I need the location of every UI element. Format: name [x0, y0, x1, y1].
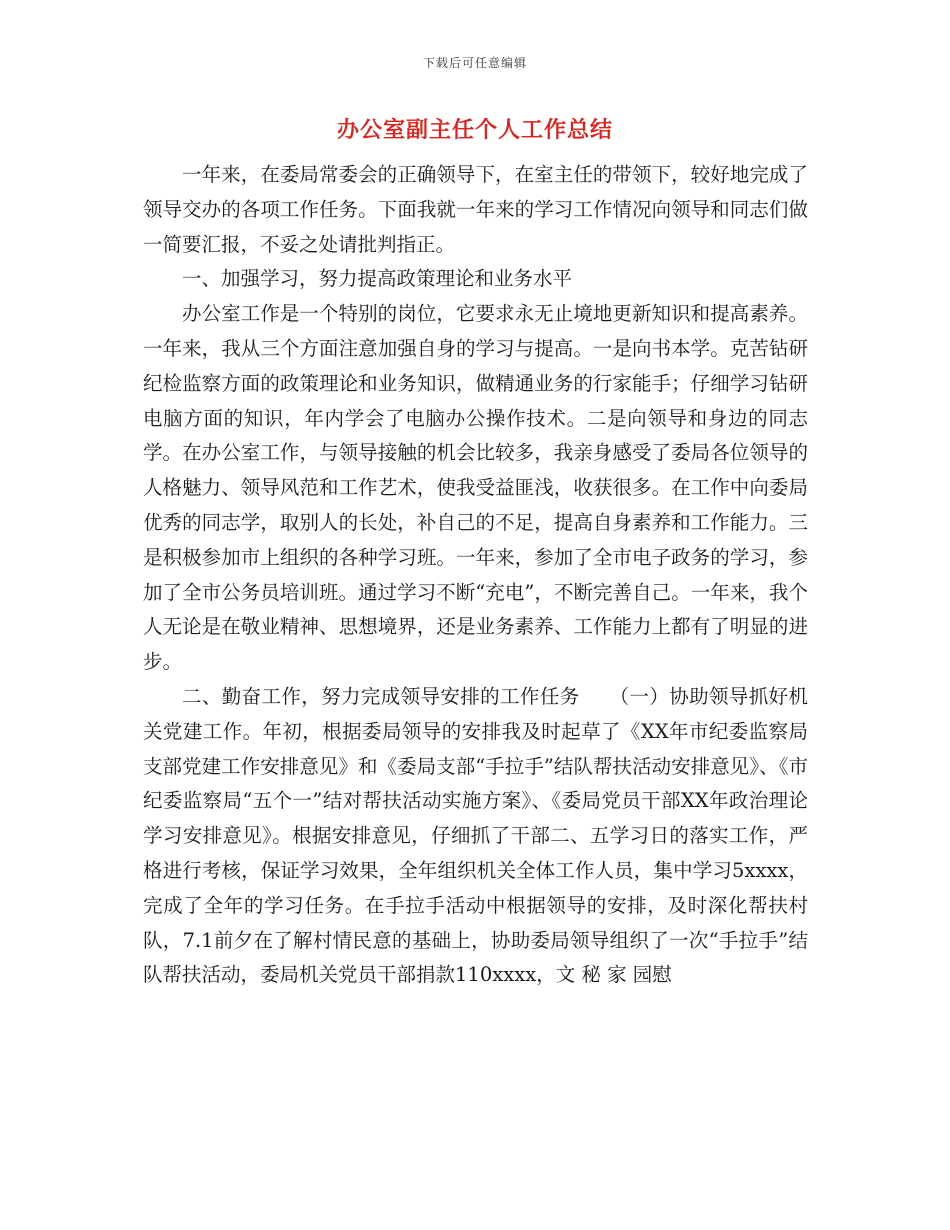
paragraph-study: 办公室工作是一个特别的岗位，它要求永无止境地更新知识和提高素养。一年来，我从三个方面注意加强自身的学习与提高。一是向书本学。克苦钻研纪检监察方面的政策理论和业务知识，做精通业务的行家能手；仔细学习钻研电脑方面的知识，年内学会了电脑办公操作技术。二是向领导和身边的同志学。在办公室工作，与领导接触的机会比较多，我亲身感受了委局各位领导的人格魅力、领导风范和工作艺术，使我受益匪浅，收获很多。在工作中向委局优秀的同志学，取别人的长处，补自己的不足，提高自身素养和工作能力。三是积极参加市上组织的各种学习班。一年来，参加了全市电子政务的学习，参加了全市公务员培训班。通过学习不断“充电”，不断完善自己。一年来，我个人无论是在敬业精神、思想境界，还是业务素养、工作能力上都有了明显的进步。: [143, 302, 808, 674]
document-title: 办公室副主任个人工作总结: [336, 118, 613, 143]
paragraph-intro: 一年来，在委局常委会的正确领导下，在室主任的带领下，较好地完成了领导交办的各项工作任务。下面我就一年来的学习工作情况向领导和同志们做一简要汇报，不妥之处请批判指正。: [143, 163, 808, 256]
paragraph-work: 二、勤奋工作，努力完成领导安排的工作任务 （一）协助领导抓好机关党建工作。年初，根据委局领导的安排我及时起草了《XX年市纪委监察局支部党建工作安排意见》和《委局支部“手拉手”结队帮扶活动安排意见》、《市纪委监察局“五个一”结对帮扶活动实施方案》、《委局党员干部XX年政治理论学习安排意见》。根据安排意见，仔细抓了干部二、五学习日的落实工作，严格进行考核，保证学习效果，全年组织机关全体工作人员，集中学习5xxxx，完成了全年的学习任务。在手拉手活动中根据领导的安排，及时深化帮扶村队，7.1前夕在了解村情民意的基础上，协助委局领导组织了一次“手拉手”结队帮扶活动，委局机关党员干部捐款110xxxx，文 秘 家 园慰: [143, 684, 809, 987]
header-note: 下载后可任意编辑: [422, 56, 527, 70]
section-heading-1: 一、加强学习，努力提高政策理论和业务水平: [182, 267, 573, 291]
document-body: [143, 158, 808, 993]
